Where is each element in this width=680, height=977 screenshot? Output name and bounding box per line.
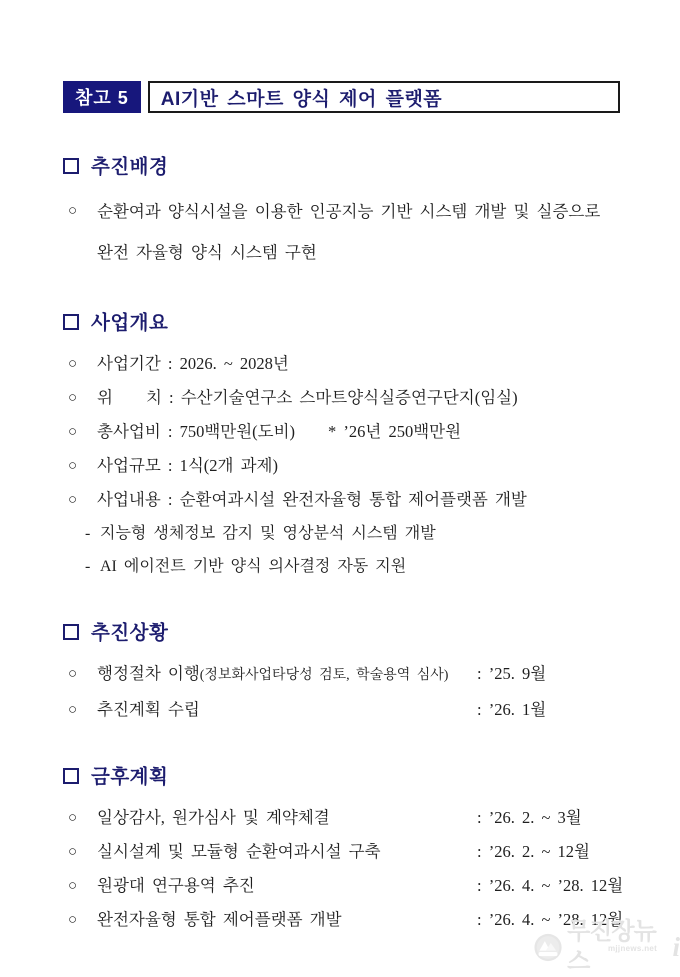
section-heading	[63, 761, 620, 789]
section-future-plan	[63, 761, 624, 937]
watermark-suffix: i	[672, 931, 680, 962]
item-label: 총사업비 : 750백만원(도비) * ’26년 250백만원	[97, 422, 462, 441]
item-date: : ’26. 4. ~ ’28. 12월	[477, 876, 624, 895]
page-title: AI기반 스마트 양식 제어 플랫폼	[160, 88, 443, 110]
document-header	[63, 81, 620, 113]
list-item	[63, 347, 620, 381]
item-label: 사업내용 : 순환여과시설 완전자율형 통합 제어플랫폼 개발	[97, 490, 527, 509]
list-item	[63, 415, 620, 449]
item-label: 행정절차 이행	[97, 664, 200, 683]
watermark	[534, 917, 680, 975]
item-label-detail: (정보화사업타당성 검토, 학술용역 심사)	[199, 668, 449, 683]
item-label: 사업규모 : 1식(2개 과제)	[97, 456, 278, 475]
circle-bullet-icon: ○	[68, 810, 78, 826]
item-date: : ’26. 1월	[477, 700, 547, 719]
item-label: 완전자율형 통합 제어플랫폼 개발	[97, 910, 342, 929]
item-label: 위 치 : 수산기술연구소 스마트양식실증연구단지(임실)	[97, 388, 518, 407]
list-item	[63, 381, 620, 415]
item-date: : ’26. 2. ~ 3월	[477, 808, 582, 827]
reference-tag	[63, 81, 141, 113]
section-heading-label: 추진배경	[91, 156, 169, 178]
section-heading-label: 추진상황	[91, 622, 169, 644]
circle-bullet-icon: ○	[68, 912, 78, 928]
circle-bullet-icon: ○	[68, 702, 78, 718]
item-date: : ’25. 9월	[477, 664, 547, 683]
watermark-title: 무진장뉴스	[567, 918, 656, 975]
section-heading	[63, 151, 620, 179]
circle-bullet-icon: ○	[68, 203, 78, 219]
circle-bullet-icon: ○	[68, 390, 78, 406]
section-heading-label: 금후계획	[91, 766, 169, 788]
circle-bullet-icon: ○	[68, 356, 78, 372]
section-status	[63, 617, 620, 727]
list-item	[63, 449, 620, 483]
circle-bullet-icon: ○	[68, 458, 78, 474]
list-item	[63, 869, 624, 903]
item-label: 실시설계 및 모듈형 순환여과시설 구축	[97, 842, 381, 861]
item-label: 일상감사, 원가심사 및 계약체결	[97, 808, 330, 827]
circle-bullet-icon: ○	[68, 666, 78, 682]
section-background	[63, 151, 620, 273]
circle-bullet-icon: ○	[68, 844, 78, 860]
square-bullet-icon	[63, 158, 79, 174]
list-item	[63, 483, 620, 517]
section-heading	[63, 307, 620, 335]
sub-item-label: 지능형 생체정보 감지 및 영상분석 시스템 개발	[100, 525, 436, 542]
sub-list-item	[63, 550, 620, 583]
item-date: : ’26. 2. ~ 12월	[477, 842, 590, 861]
reference-tag-label: 참고 5	[75, 88, 129, 108]
section-overview	[63, 307, 620, 583]
section-heading	[63, 617, 620, 645]
news-logo-icon	[534, 932, 562, 963]
document-content	[63, 115, 624, 937]
item-label: 사업기간 : 2026. ~ 2028년	[97, 354, 289, 373]
circle-bullet-icon: ○	[68, 492, 78, 508]
watermark-url: mjjnews.net	[608, 944, 658, 953]
item-label: 원광대 연구용역 추진	[97, 876, 255, 895]
list-item	[63, 801, 620, 835]
sub-list-item	[63, 517, 620, 550]
circle-bullet-icon: ○	[68, 424, 78, 440]
square-bullet-icon	[63, 314, 79, 330]
dash-bullet-icon: -	[85, 558, 91, 575]
item-label: 추진계획 수립	[97, 700, 200, 719]
circle-bullet-icon: ○	[68, 878, 78, 894]
square-bullet-icon	[63, 768, 79, 784]
paragraph-text: 순환여과 양식시설을 이용한 인공지능 기반 시스템 개발 및 실증으로 완전 자율형 양식 시스템 구현	[97, 202, 601, 262]
title-box	[148, 81, 620, 113]
sub-item-label: AI 에이전트 기반 양식 의사결정 자동 지원	[100, 558, 407, 575]
dash-bullet-icon: -	[85, 525, 91, 542]
list-item	[63, 657, 620, 693]
paragraph	[63, 191, 624, 273]
section-heading-label: 사업개요	[91, 312, 169, 334]
list-item	[63, 693, 620, 727]
square-bullet-icon	[63, 624, 79, 640]
list-item	[63, 835, 620, 869]
item-date: : ’26. 4. ~ ’28. 12월	[477, 910, 624, 929]
